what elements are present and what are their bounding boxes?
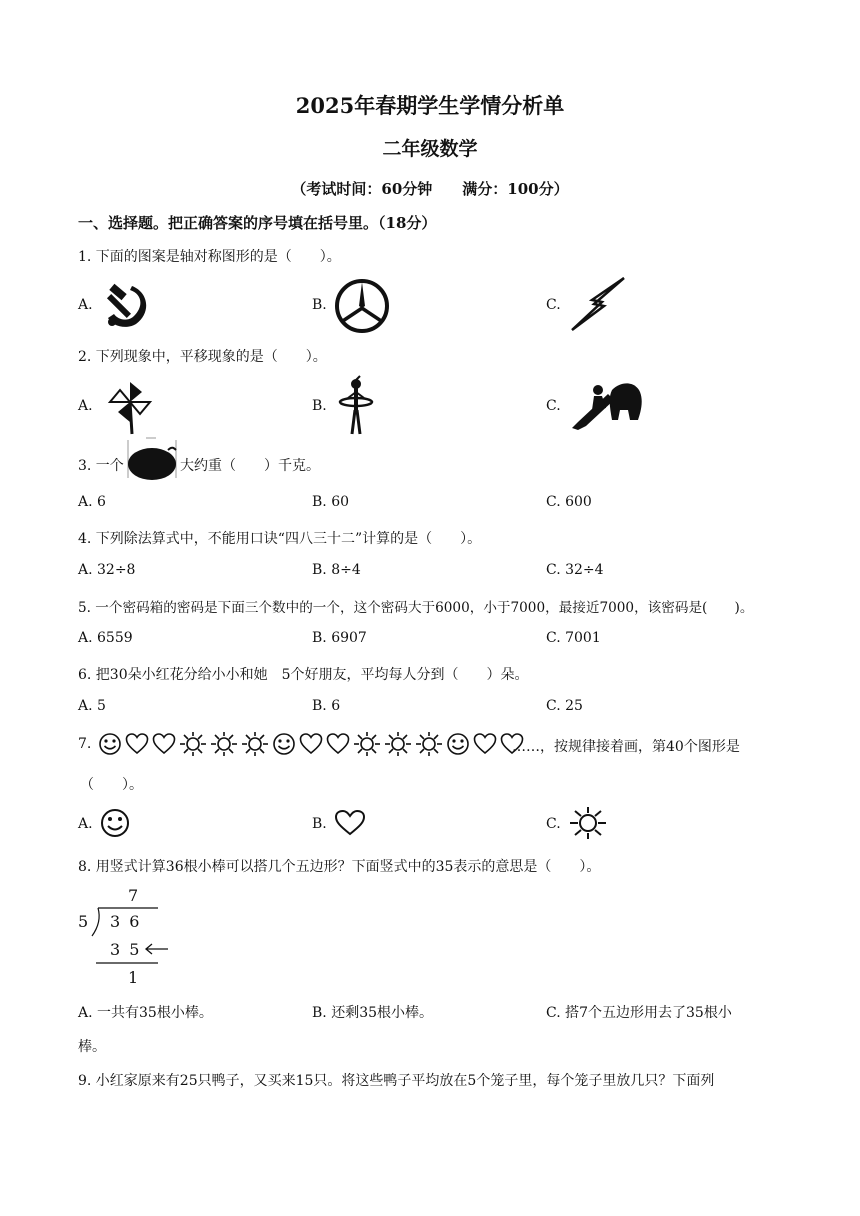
watermelon-icon (124, 436, 180, 482)
question-9: 9. 小红家原来有25只鸭子，又买来15只。将这些鸭子平均放在5个笼子里，每个笼子里放几只？下面列 (78, 1073, 715, 1089)
q8-option-c: C. 搭7个五边形用去了35根小 (546, 1005, 732, 1021)
q1-option-c-label: C. (546, 297, 561, 313)
q5-option-a: A. 6559 (78, 630, 133, 646)
q5-option-b: B. 6907 (312, 630, 367, 646)
question-2: 2. 下列现象中，平移现象的是（ ）。 (78, 349, 327, 365)
page-subtitle: 二年级数学 (382, 138, 478, 160)
sun-icon (568, 806, 608, 840)
pattern-sequence (98, 732, 524, 756)
q5-option-c: C. 7001 (546, 630, 601, 646)
q6-option-a: A. 5 (78, 698, 106, 714)
q6-option-c: C. 25 (546, 698, 583, 714)
hammer-sickle-icon (102, 282, 152, 330)
question-5: 5. 一个密码箱的密码是下面三个数中的一个，这个密码大于6000，小于7000，最接近7000，该密码是( )。 (78, 600, 754, 616)
division-dividend: 3 6 (110, 912, 142, 931)
question-7-number: 7. (78, 736, 92, 752)
question-7-blank: （ ）。 (80, 777, 143, 793)
division-remainder: 1 (128, 968, 139, 987)
q7-option-a-label: A. (78, 816, 93, 832)
division-bracket (76, 884, 176, 992)
question-8: 8. 用竖式计算36根小棒可以搭几个五边形？下面竖式中的35表示的意思是（ ）。 (78, 859, 601, 875)
question-6: 6. 把30朵小红花分给小小和她 5个好朋友，平均每人分到（ ）朵。 (78, 667, 529, 683)
sun-icon (210, 732, 238, 756)
exam-info: （考试时间：60分钟 满分：100分） (291, 180, 569, 198)
hula-hoop-girl-icon (338, 376, 374, 436)
q4-option-b: B. 8÷4 (312, 562, 361, 578)
division-divisor: 5 (78, 912, 89, 931)
q7-option-b-label: B. (312, 816, 327, 832)
q1-option-b-label: B. (312, 297, 327, 313)
q4-option-a: A. 32÷8 (78, 562, 136, 578)
smiley-icon (446, 732, 470, 756)
sun-icon (179, 732, 207, 756)
sun-icon (384, 732, 412, 756)
q7-option-c-label: C. (546, 816, 561, 832)
question-1: 1. 下面的图案是轴对称图形的是（ ）。 (78, 249, 341, 265)
question-3-suffix: 大约重（ ）千克。 (180, 458, 320, 474)
heart-icon (152, 732, 176, 756)
q8-option-b: B. 还剩35根小棒。 (312, 1005, 434, 1021)
pinwheel-icon (106, 378, 158, 434)
question-3-prefix: 3. 一个 (78, 458, 124, 474)
sun-icon (353, 732, 381, 756)
q2-option-a-label: A. (78, 398, 93, 414)
question-7-text: ……，按规律接着画，第40个图形是 (512, 739, 740, 755)
smiley-icon (272, 732, 296, 756)
sun-icon (415, 732, 443, 756)
sun-icon (241, 732, 269, 756)
q8-option-a: A. 一共有35根小棒。 (78, 1005, 213, 1021)
q1-option-a-label: A. (78, 297, 93, 313)
heart-icon (334, 810, 366, 836)
division-product: 3 5 (110, 940, 142, 959)
q3-option-c: C. 600 (546, 494, 592, 510)
lightning-bolt-icon (568, 276, 628, 332)
smiley-icon (98, 732, 122, 756)
question-4: 4. 下列除法算式中，不能用口诀“四八三十二”计算的是（ ）。 (78, 531, 482, 547)
q8-option-c-wrap: 棒。 (78, 1039, 106, 1055)
heart-icon (125, 732, 149, 756)
heart-icon (473, 732, 497, 756)
page-title: 2025年春期学生学情分析单 (295, 93, 565, 118)
heart-icon (299, 732, 323, 756)
long-division-diagram (76, 884, 176, 992)
division-quotient: 7 (128, 886, 139, 905)
q3-option-b: B. 60 (312, 494, 350, 510)
smiley-icon (100, 808, 130, 838)
child-slide-icon (568, 380, 644, 432)
q4-option-c: C. 32÷4 (546, 562, 604, 578)
section-heading: 一、选择题。把正确答案的序号填在括号里。（18分） (78, 214, 437, 232)
heart-icon (326, 732, 350, 756)
q2-option-c-label: C. (546, 398, 561, 414)
mercedes-logo-icon (334, 278, 390, 334)
q2-option-b-label: B. (312, 398, 327, 414)
q3-option-a: A. 6 (78, 494, 106, 510)
q6-option-b: B. 6 (312, 698, 341, 714)
